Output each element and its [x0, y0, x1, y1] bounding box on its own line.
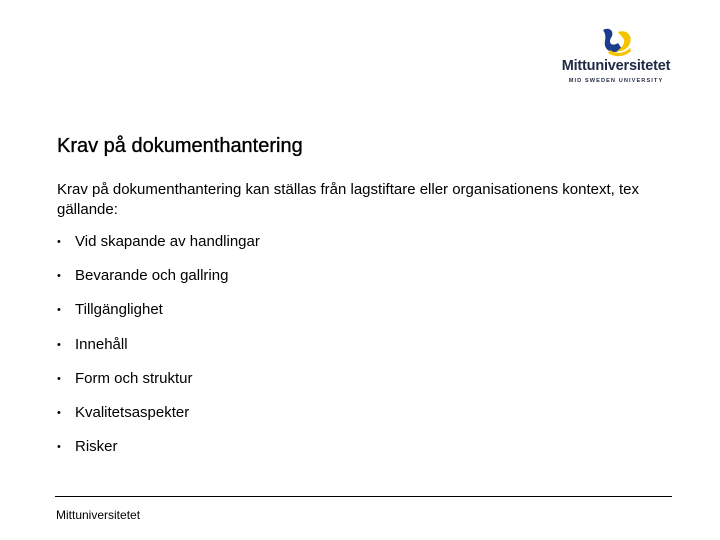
bullet-icon: •: [57, 236, 61, 248]
logo-wordmark: Mittuniversitetet: [561, 58, 671, 74]
list-item-text: Tillgänglighet: [75, 301, 163, 319]
bullet-icon: •: [57, 270, 61, 283]
list-item: [57, 335, 260, 369]
list-item: [57, 403, 260, 437]
bullet-icon: •: [57, 372, 61, 385]
university-logo: [550, 26, 682, 90]
list-item: [57, 300, 260, 334]
list-item-text: Risker: [75, 438, 118, 456]
list-item-text: Kvalitetsaspekter: [75, 403, 190, 421]
footer-text: Mittuniversitetet: [56, 508, 141, 522]
bullet-icon: •: [57, 406, 61, 419]
list-item: [57, 369, 260, 403]
slide-intro: Krav på dokumenthantering kan ställas från lagstiftare eller organisationens kontext, tex gällande:: [57, 181, 639, 218]
list-item-text: Innehåll: [75, 335, 128, 353]
bullet-icon: •: [57, 304, 61, 317]
logo-subtitle: MID SWEDEN UNIVERSITY: [568, 78, 664, 84]
bullet-icon: •: [57, 338, 61, 351]
bullet-icon: •: [57, 441, 61, 454]
list-item: [57, 266, 260, 300]
list-item: [57, 232, 260, 266]
list-item-text: Bevarande och gallring: [75, 267, 229, 285]
list-item-text: Vid skapande av handlingar: [75, 233, 260, 250]
list-item-text: Form och struktur: [75, 369, 193, 387]
list-item: [57, 437, 260, 471]
bullet-list: [57, 232, 260, 471]
footer-divider: [55, 496, 672, 497]
logo-emblem-icon: [600, 26, 634, 58]
slide-title: Krav på dokumenthantering: [57, 135, 303, 157]
